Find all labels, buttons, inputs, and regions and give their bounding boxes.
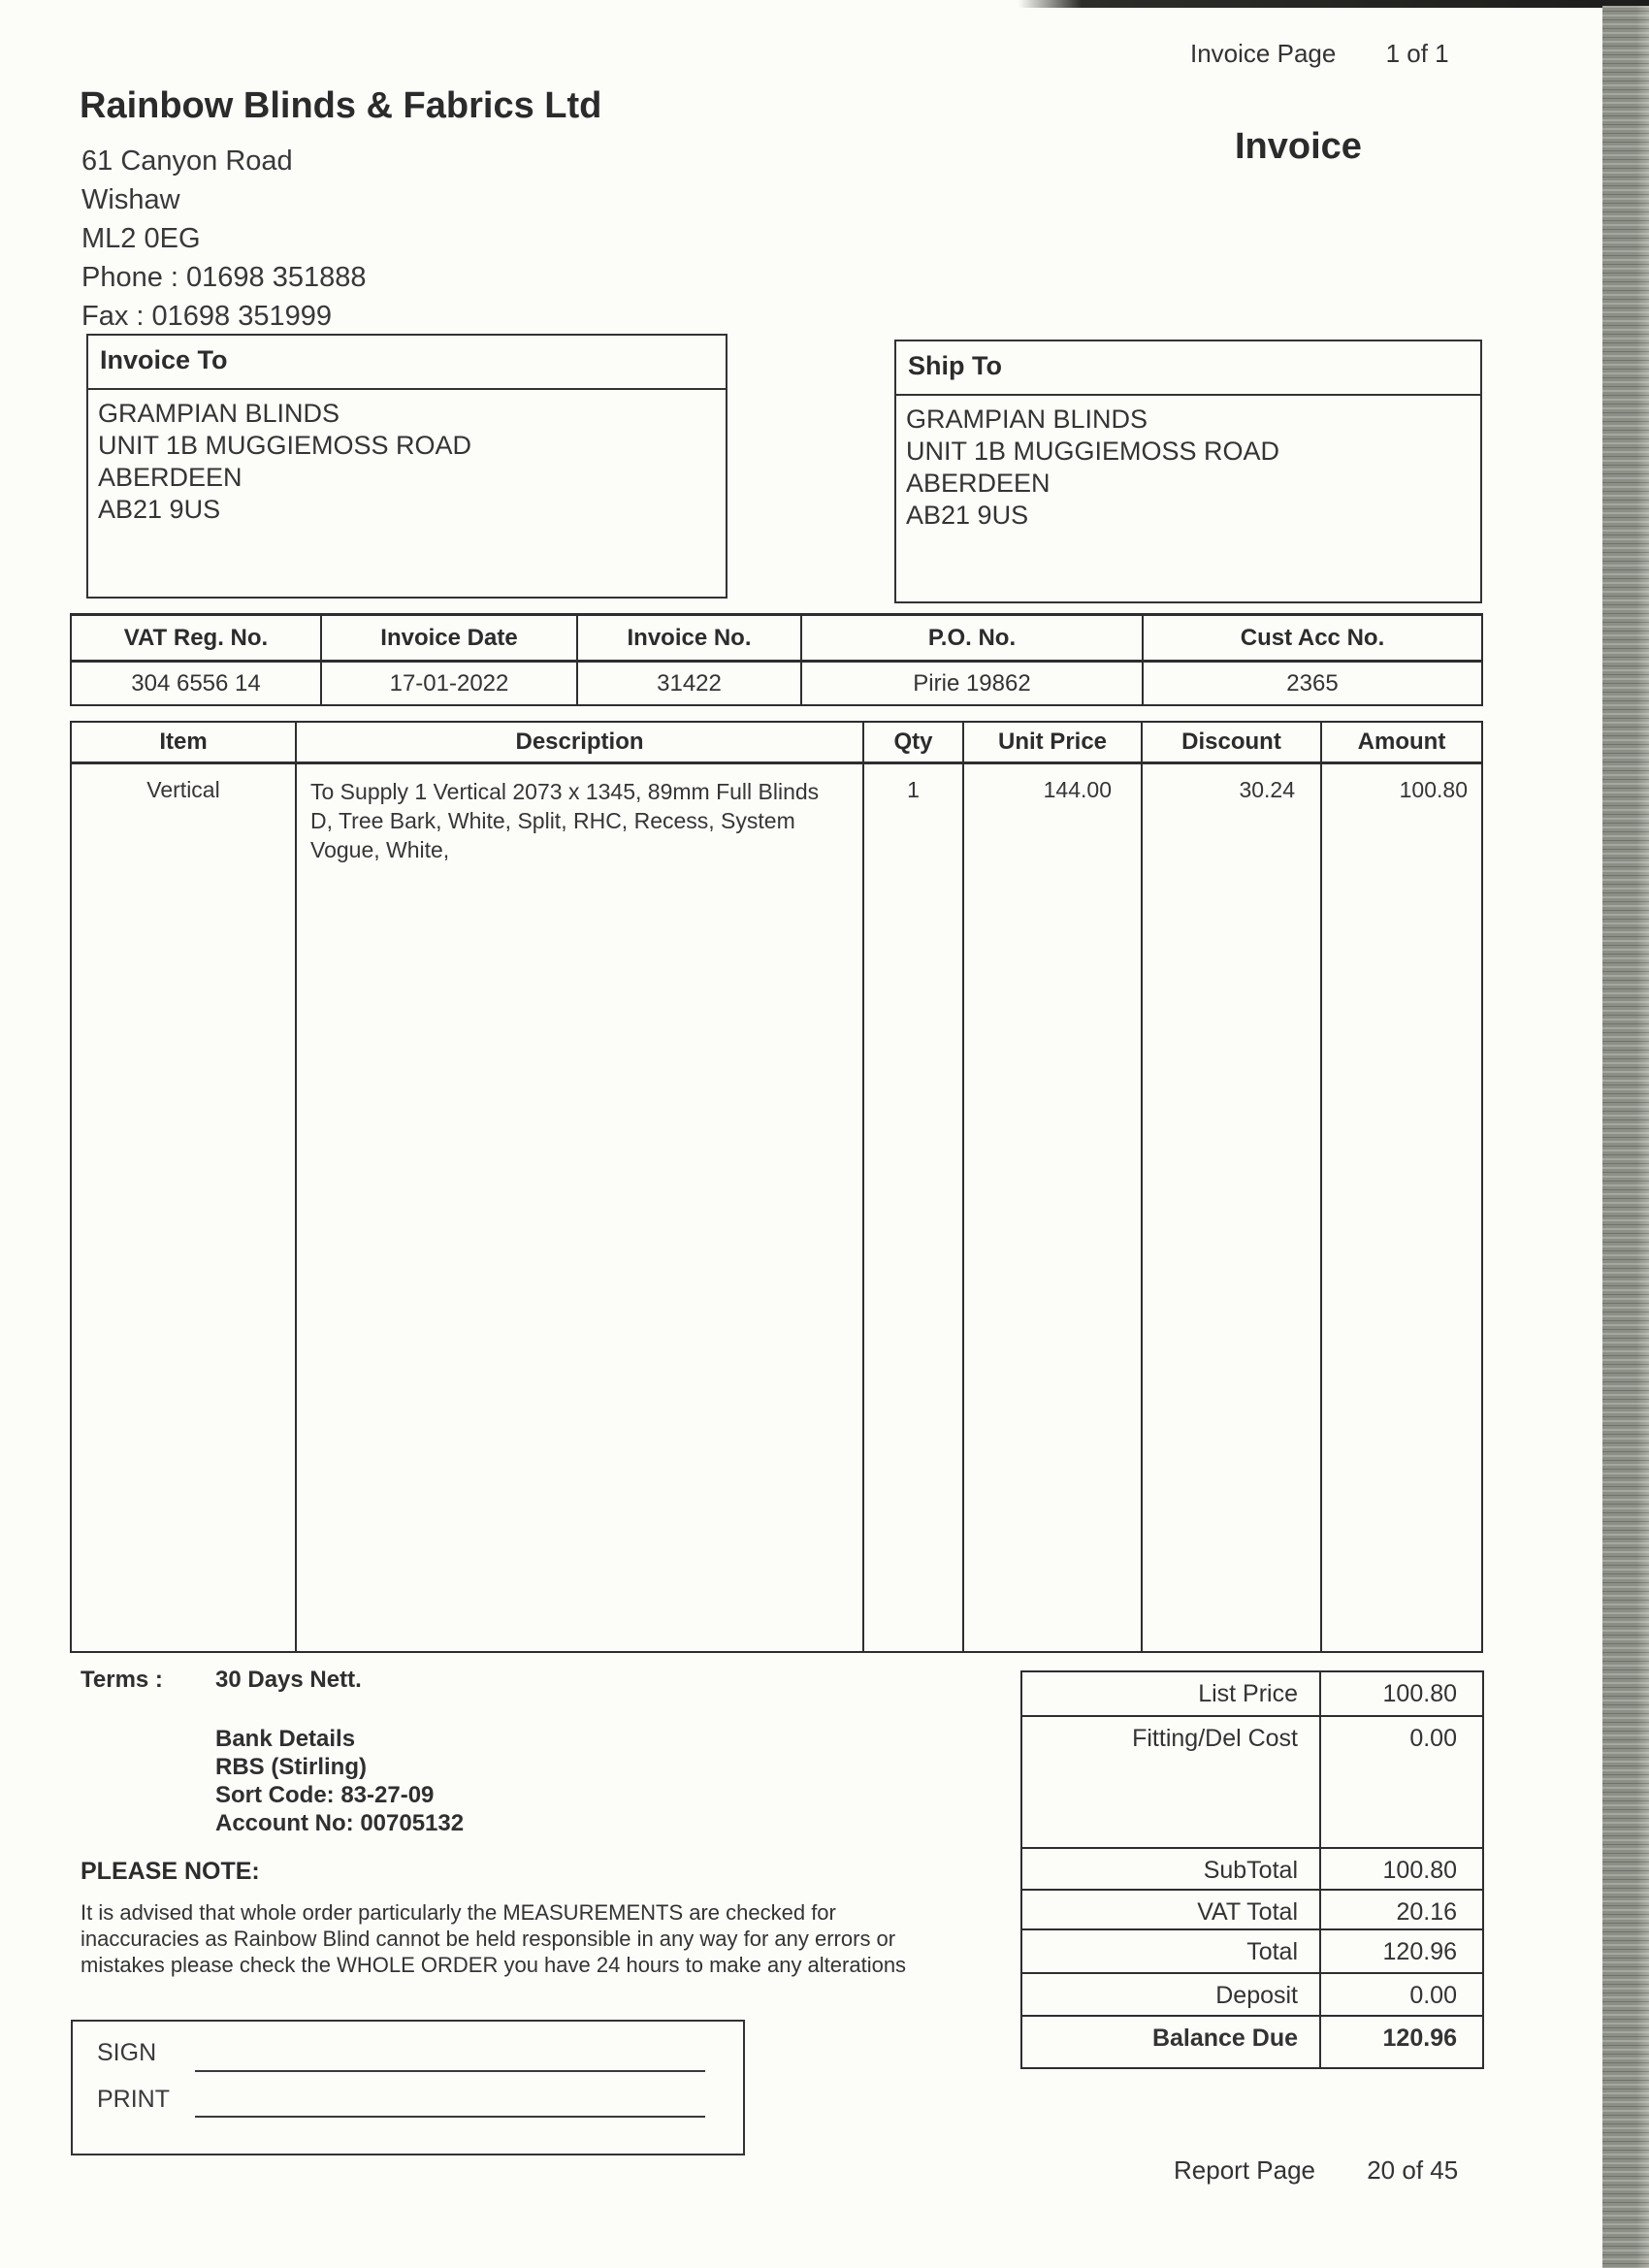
scan-edge-right: [1602, 6, 1649, 2268]
ship-to-line: GRAMPIAN BLINDS: [906, 405, 1148, 434]
invoice-meta-table: [70, 613, 1483, 706]
terms-value: 30 Days Nett.: [215, 1667, 362, 1693]
fitting-cost-value: 0.00: [1409, 1725, 1457, 1752]
please-note-heading: PLEASE NOTE:: [81, 1858, 260, 1885]
vat-total-label: VAT Total: [1022, 1891, 1321, 1928]
invoice-to-line: UNIT 1B MUGGIEMOSS ROAD: [98, 431, 472, 460]
totals-row-balance-due: [1022, 2015, 1482, 2067]
company-fax: Fax : 01698 351999: [81, 301, 332, 332]
print-line: [195, 2116, 705, 2118]
items-header-unit-price: Unit Price: [964, 723, 1143, 761]
meta-col-date: [322, 616, 578, 704]
meta-value-invoice-no: 31422: [657, 669, 722, 697]
bank-details-heading: Bank Details: [215, 1726, 356, 1752]
meta-header-cust-acc: Cust Acc No.: [1144, 616, 1481, 663]
list-price-label: List Price: [1022, 1672, 1321, 1715]
company-phone: Phone : 01698 351888: [81, 262, 367, 293]
meta-col-invoice-no: [578, 616, 802, 704]
meta-value-invoice-date: 17-01-2022: [389, 669, 509, 697]
report-page-label: Report Page: [1174, 2155, 1315, 2185]
totals-row-subtotal: [1022, 1847, 1482, 1889]
bank-details: [215, 1725, 464, 1837]
meta-value-po-no: Pirie 19862: [913, 669, 1031, 697]
balance-due-value: 120.96: [1382, 2025, 1457, 2052]
ship-to-label: Ship To: [896, 341, 1480, 396]
totals-box: [1020, 1670, 1484, 2069]
sign-line: [195, 2070, 705, 2072]
ship-to-box: [894, 340, 1482, 603]
subtotal-value: 100.80: [1382, 1857, 1457, 1884]
item-cell-description: To Supply 1 Vertical 2073 x 1345, 89mm Full Blinds D, Tree Bark, White, Split, RHC, Recess, System Vogue, White,: [297, 764, 864, 1651]
line-items-header-row: [72, 723, 1481, 764]
company-address: [81, 142, 367, 336]
bank-name: RBS (Stirling): [215, 1754, 367, 1780]
item-cell-amount: 100.80: [1399, 777, 1468, 802]
company-address-line2: Wishaw: [81, 184, 180, 215]
vat-total-value: 20.16: [1396, 1898, 1457, 1926]
invoice-to-address: [88, 390, 726, 526]
items-header-item: Item: [72, 723, 297, 761]
list-price-value: 100.80: [1382, 1680, 1457, 1707]
report-page-row: [1174, 2155, 1458, 2186]
invoice-to-label: Invoice To: [88, 336, 726, 390]
terms-label: Terms :: [81, 1667, 163, 1693]
meta-value-vat-reg: 304 6556 14: [131, 669, 261, 697]
total-value: 120.96: [1382, 1938, 1457, 1965]
document-title: Invoice: [1235, 126, 1362, 167]
ship-to-line: ABERDEEN: [906, 469, 1051, 498]
meta-col-vat: [72, 616, 322, 704]
report-page-value: 20 of 45: [1367, 2155, 1459, 2185]
item-cell-unit-price: 144.00: [964, 764, 1143, 1651]
meta-col-po-no: [802, 616, 1144, 704]
invoice-to-box: [86, 334, 728, 599]
ship-to-line: AB21 9US: [906, 501, 1029, 530]
scan-edge-top: [1018, 0, 1649, 8]
invoice-page-label: Invoice Page: [1190, 39, 1337, 68]
invoice-to-line: ABERDEEN: [98, 463, 242, 492]
fitting-cost-label: Fitting/Del Cost: [1022, 1717, 1321, 1847]
invoice-to-line: GRAMPIAN BLINDS: [98, 399, 340, 428]
total-label: Total: [1022, 1930, 1321, 1972]
meta-header-invoice-date: Invoice Date: [322, 616, 576, 663]
company-address-line1: 61 Canyon Road: [81, 146, 293, 177]
meta-value-cust-acc: 2365: [1286, 669, 1339, 697]
item-cell-name: Vertical: [72, 764, 297, 1651]
bank-sort-code: Sort Code: 83-27-09: [215, 1782, 435, 1808]
deposit-value: 0.00: [1409, 1982, 1457, 2009]
deposit-label: Deposit: [1022, 1974, 1321, 2015]
print-label: PRINT: [97, 2086, 170, 2113]
company-postcode: ML2 0EG: [81, 223, 201, 254]
ship-to-address: [896, 396, 1480, 532]
invoice-page-row: [1190, 39, 1449, 69]
table-row: [72, 764, 1481, 1651]
meta-col-cust-acc: [1144, 616, 1481, 704]
please-note-body: It is advised that whole order particularly the MEASUREMENTS are checked for inaccuracies as Rainbow Blind cannot be held responsible in any way for any errors or mistakes please check the WHOLE ORDER you have 24 hours to make any alterations: [81, 1900, 907, 1977]
totals-row-fitting: [1022, 1715, 1482, 1847]
ship-to-line: UNIT 1B MUGGIEMOSS ROAD: [906, 437, 1280, 466]
item-cell-discount: 30.24: [1143, 764, 1322, 1651]
totals-row-vat: [1022, 1889, 1482, 1928]
items-header-discount: Discount: [1143, 723, 1322, 761]
company-name: Rainbow Blinds & Fabrics Ltd: [80, 85, 602, 126]
totals-row-deposit: [1022, 1972, 1482, 2015]
line-items-table: [70, 721, 1483, 1653]
invoice-to-line: AB21 9US: [98, 495, 221, 524]
sign-label: SIGN: [97, 2039, 157, 2066]
item-cell-qty: 1: [864, 764, 964, 1651]
signature-box: [71, 2020, 745, 2155]
meta-header-vat-reg: VAT Reg. No.: [72, 616, 320, 663]
meta-header-invoice-no: Invoice No.: [578, 616, 800, 663]
bank-account-no: Account No: 00705132: [215, 1810, 465, 1836]
totals-row-list-price: [1022, 1672, 1482, 1715]
items-header-description: Description: [297, 723, 864, 761]
subtotal-label: SubTotal: [1022, 1849, 1321, 1889]
invoice-page-value: 1 of 1: [1385, 39, 1449, 68]
items-header-qty: Qty: [864, 723, 964, 761]
totals-row-total: [1022, 1928, 1482, 1972]
meta-header-po-no: P.O. No.: [802, 616, 1142, 663]
items-header-amount: Amount: [1357, 729, 1446, 755]
balance-due-label: Balance Due: [1022, 2017, 1321, 2067]
